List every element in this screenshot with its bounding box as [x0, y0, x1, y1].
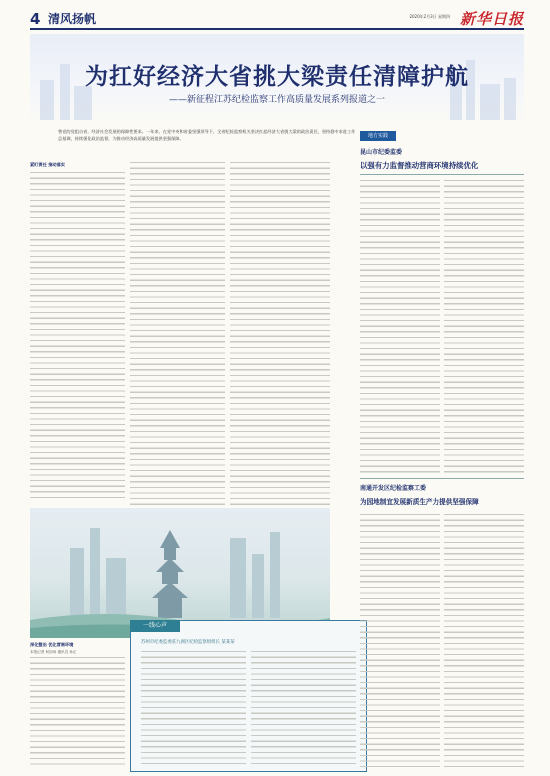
page-number: 4 [30, 10, 41, 28]
newspaper-logo: 新华日报 [459, 10, 524, 28]
article-column-4 [30, 640, 125, 770]
right-heading-1: 昆山市纪委监委 [360, 149, 403, 156]
byline: 本报记者 何如何 通讯员 孙正 [30, 649, 77, 654]
body-text-block [360, 512, 440, 770]
body-text-block [360, 178, 440, 473]
article-column-2 [130, 160, 225, 505]
section-heading-1: 紧盯责任 推动落实 [30, 162, 65, 167]
body-text-block [30, 655, 125, 765]
page-title: 为扛好经济大省挑大梁责任清障护航 [85, 64, 469, 90]
right-title-2: 为园地制宜发展新质生产力提供坚强保障 [360, 498, 479, 506]
banner [30, 34, 524, 126]
voices-box [130, 620, 367, 772]
body-text-block [30, 170, 125, 500]
article-column-1 [30, 160, 125, 505]
column-name: 清风扬帆 [48, 12, 97, 26]
body-text-block [230, 160, 330, 505]
masthead [30, 10, 524, 30]
section-heading-2: 深化整治 优化营商环境 [30, 642, 74, 647]
right-heading-2: 南通开发区纪检监察工委 [360, 485, 427, 492]
intro-paragraph: 曾党的党组自省，经济社会发展的保障性要求。一年来，在党中央和省委坚强领导下，全省纪检监察机关坚决扛起经济大省挑大梁的政治责任，坚持稳中求进工作总基调，持续强化政治监督，为推动经济高质量发展提供坚强保障。 [58, 129, 356, 141]
divider [360, 174, 524, 175]
date-line: 2020年2月3日 星期四 [409, 14, 450, 19]
page-subtitle: ——新征程江苏纪检监察工作高质量发展系列报道之一 [168, 95, 385, 105]
voices-title: 苏州市纪委监委驻九洲区纪检监察组组长 某某某 [141, 640, 235, 645]
body-text-block [444, 178, 524, 473]
divider [360, 478, 524, 479]
voices-tag: 一线心声 [130, 620, 180, 632]
city-illustration [30, 508, 330, 638]
body-text-block [141, 649, 246, 764]
body-text-block [130, 160, 225, 505]
section-tag: 地方实践 [360, 131, 396, 141]
right-title-1: 以强有力监督推动营商环境持续优化 [360, 161, 479, 170]
pagoda-skyline-icon [30, 508, 330, 638]
article-column-3 [230, 160, 330, 505]
body-text-block [251, 649, 356, 764]
body-text-block [444, 512, 524, 770]
